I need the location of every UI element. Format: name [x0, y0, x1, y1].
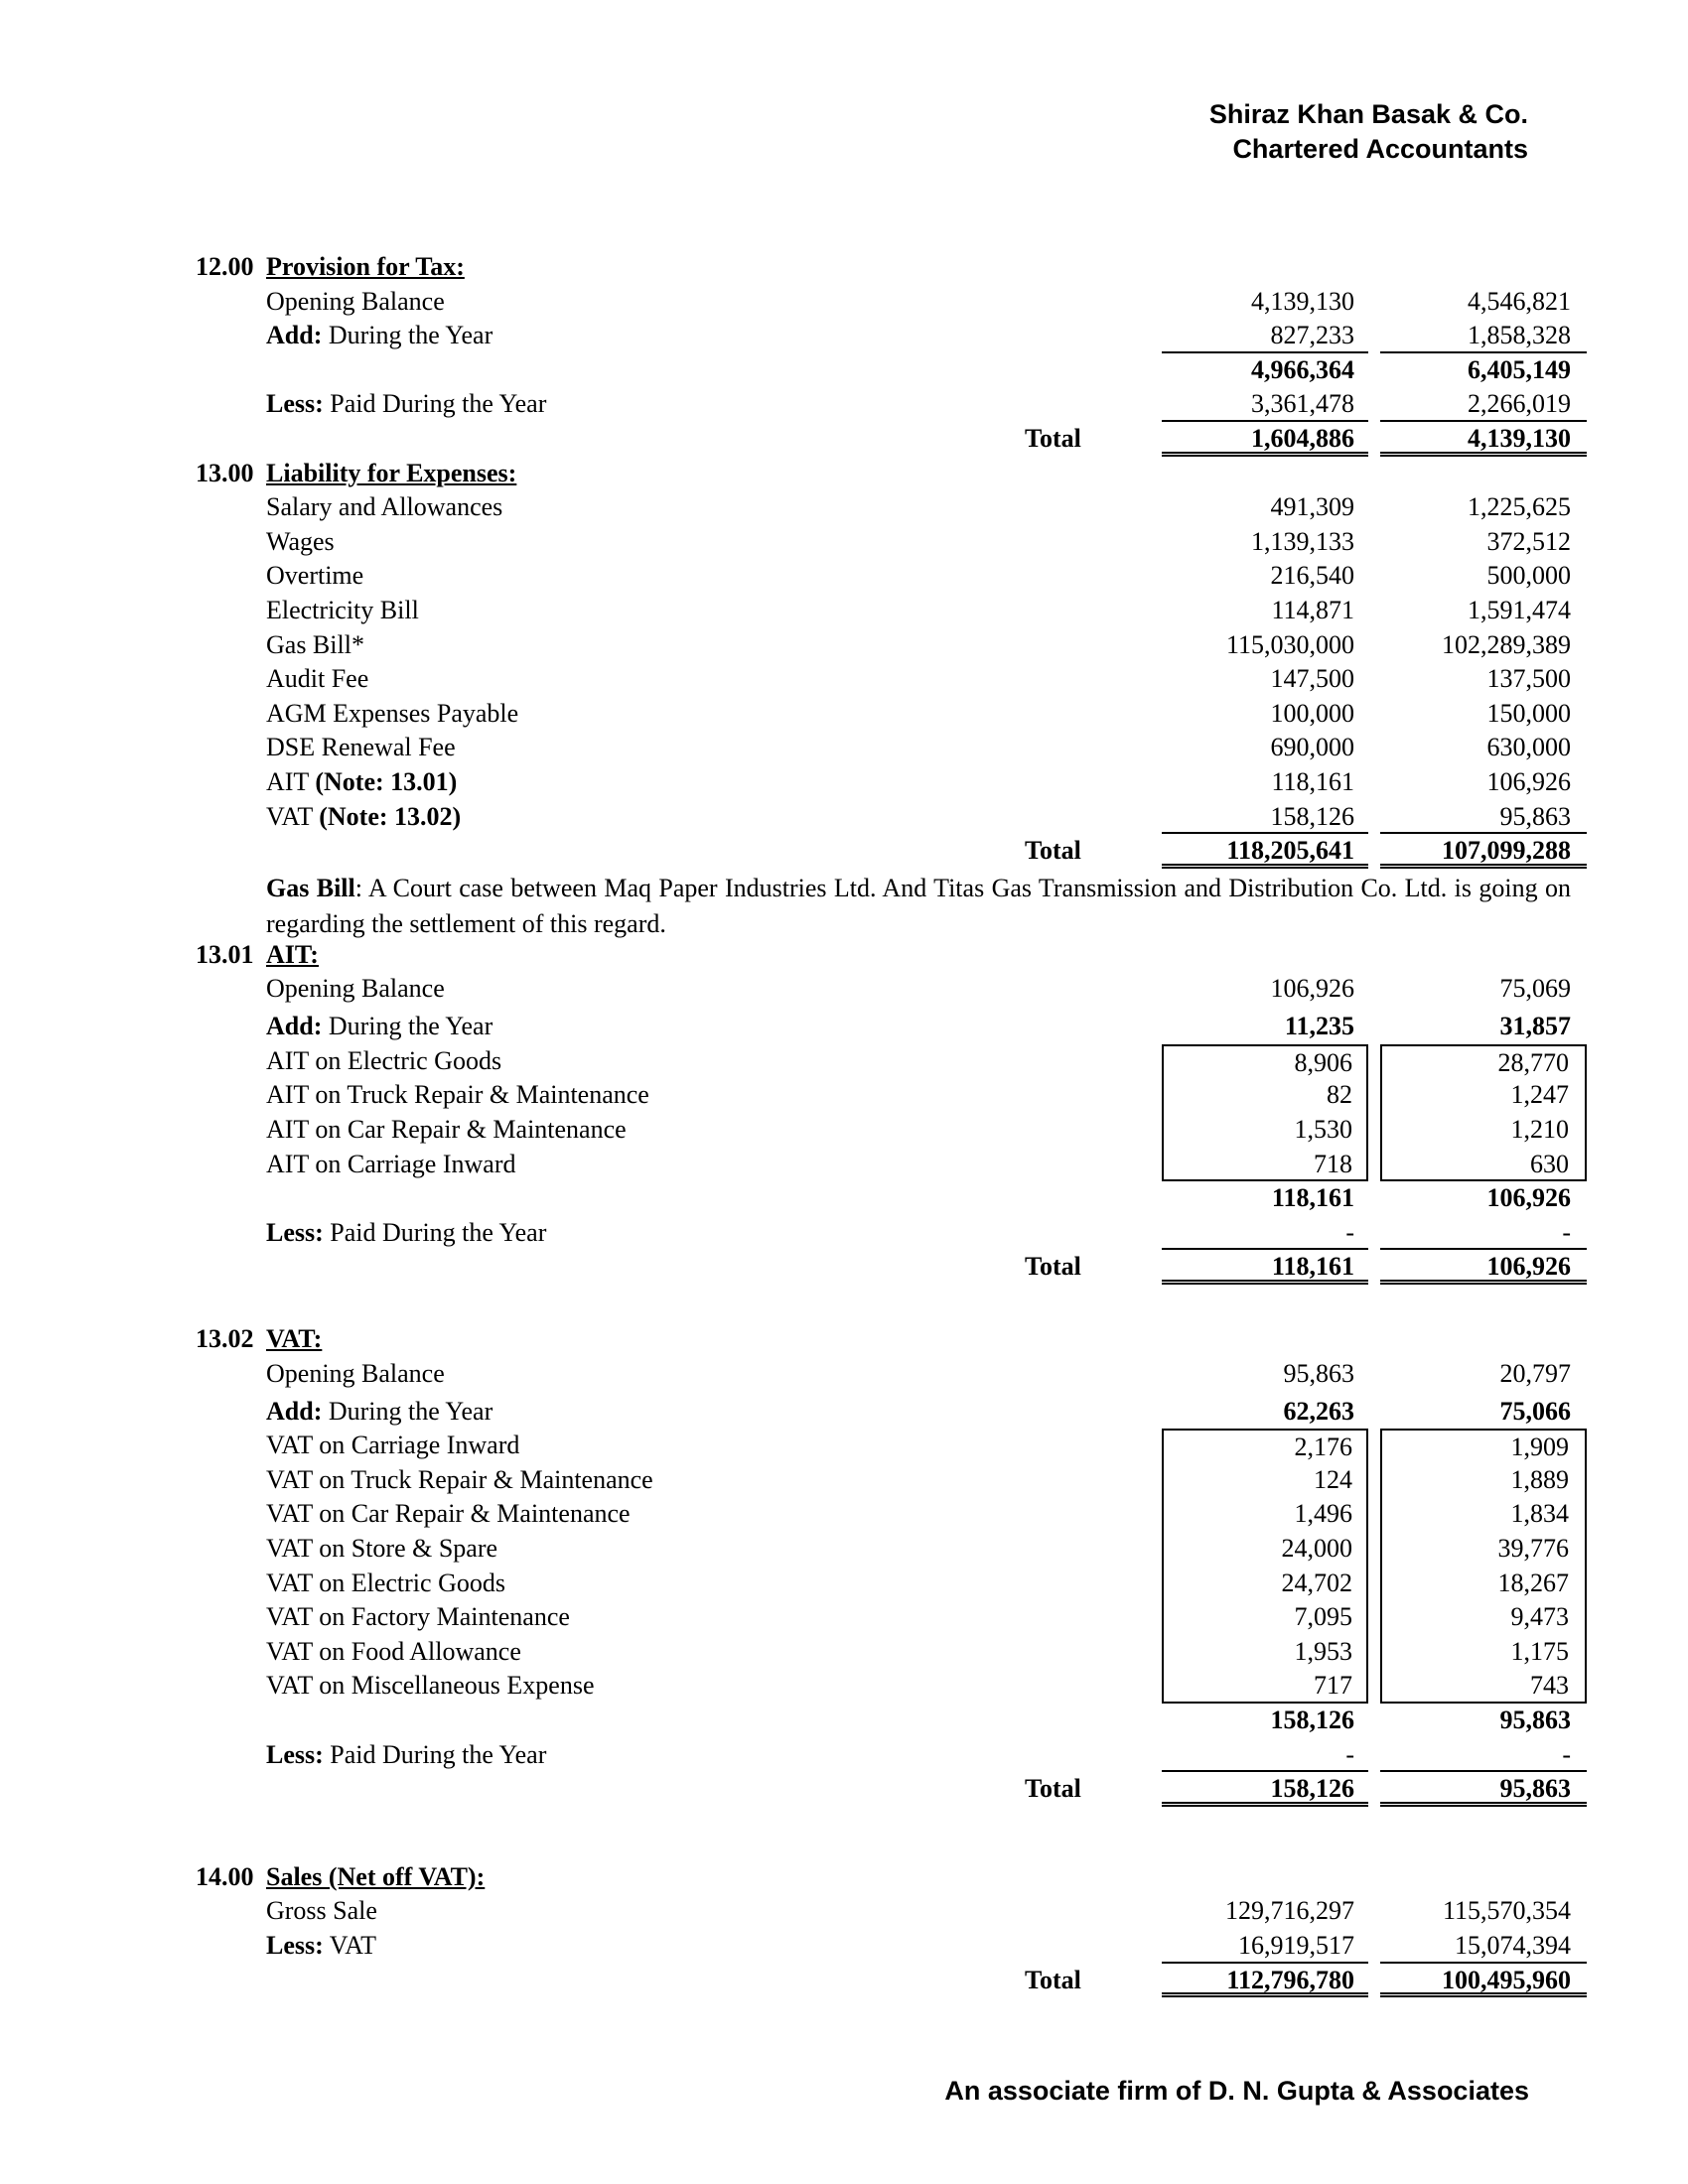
label-prefix: Less: [266, 1739, 324, 1769]
row-label [266, 767, 457, 797]
current-year-total: 1,604,886 [1162, 422, 1368, 457]
current-year-total: 158,126 [1162, 1772, 1368, 1807]
table-row [0, 559, 1688, 594]
row-label: VAT on Carriage Inward [266, 1431, 520, 1460]
row-label [266, 1740, 546, 1770]
section-heading-ait [0, 938, 1688, 973]
note-reference: (Note: 13.02) [319, 801, 462, 831]
table-row [0, 800, 1688, 835]
table-row [0, 1738, 1688, 1773]
current-year-value: 158,126 [1162, 800, 1368, 835]
table-row [0, 387, 1688, 422]
table-row [0, 1078, 1688, 1113]
row-label: Opening Balance [266, 1358, 445, 1388]
prior-year-total: 95,863 [1380, 1772, 1587, 1807]
current-year-value: 11,235 [1284, 1012, 1354, 1041]
current-year-value: 114,871 [1271, 595, 1354, 624]
section-heading-vat [0, 1322, 1688, 1357]
label-text: Paid During the Year [323, 1739, 547, 1769]
row-label: VAT on Electric Goods [266, 1568, 505, 1597]
prior-year-value: - [1380, 1738, 1587, 1773]
current-year-value: 3,361,478 [1162, 387, 1368, 422]
current-year-value: 491,309 [1270, 492, 1354, 522]
prior-year-value: 743 [1380, 1669, 1587, 1704]
current-year-total: 112,796,780 [1162, 1964, 1368, 1998]
total-label: Total [1025, 1252, 1081, 1282]
current-year-value: 100,000 [1270, 698, 1354, 728]
prior-year-value: 137,500 [1486, 664, 1571, 694]
label-text: Paid During the Year [323, 389, 547, 419]
row-label: Overtime [266, 561, 364, 591]
prior-year-value: 630 [1380, 1148, 1587, 1182]
table-row [0, 1567, 1688, 1601]
row-label: Opening Balance [266, 974, 445, 1004]
current-year-total: 118,161 [1162, 1250, 1368, 1285]
row-label: VAT on Food Allowance [266, 1636, 521, 1666]
prior-year-value: 31,857 [1499, 1012, 1571, 1041]
prior-year-value: 4,546,821 [1468, 286, 1571, 316]
current-year-value: 129,716,297 [1225, 1896, 1354, 1926]
row-label: Electricity Bill [266, 595, 419, 624]
row-label: Salary and Allowances [266, 492, 503, 522]
prior-year-value: 1,175 [1380, 1635, 1587, 1670]
table-row [0, 1010, 1688, 1044]
section-title: AIT: [266, 939, 319, 969]
gas-bill-note [0, 869, 1688, 938]
prior-year-value: 20,797 [1499, 1358, 1571, 1388]
label-prefix: Add: [266, 1012, 323, 1041]
current-year-value: 16,919,517 [1162, 1929, 1368, 1964]
current-year-value: 2,176 [1162, 1429, 1368, 1463]
table-row [0, 1429, 1688, 1463]
current-year-value: 8,906 [1162, 1044, 1368, 1079]
prior-year-subtotal: 95,863 [1499, 1705, 1571, 1734]
label-prefix: Less: [266, 1930, 324, 1960]
note-text [266, 871, 1571, 942]
table-row [0, 490, 1688, 525]
prior-year-value: 15,074,394 [1380, 1929, 1587, 1964]
table-row [0, 1148, 1688, 1182]
prior-year-total: 107,099,288 [1380, 834, 1587, 869]
total-label: Total [1025, 1774, 1081, 1804]
current-year-total: 118,205,641 [1162, 834, 1368, 869]
row-label [266, 1012, 492, 1041]
prior-year-value: 95,863 [1380, 800, 1587, 835]
section-number: 13.02 [196, 1324, 254, 1354]
current-year-subtotal: 158,126 [1270, 1705, 1354, 1734]
table-row [0, 697, 1688, 732]
label-prefix: Add: [266, 321, 323, 350]
table-row [0, 1635, 1688, 1670]
section-heading-provision-tax [0, 250, 1688, 285]
prior-year-value: 1,909 [1380, 1429, 1587, 1463]
row-label [266, 1397, 492, 1427]
prior-year-value: 106,926 [1486, 766, 1571, 796]
row-label [266, 1218, 546, 1248]
prior-year-value: 18,267 [1380, 1567, 1587, 1601]
current-year-value: 124 [1162, 1463, 1368, 1498]
prior-year-value: 1,889 [1380, 1463, 1587, 1498]
section-title: Provision for Tax: [266, 252, 465, 281]
current-year-value: 1,139,133 [1251, 526, 1354, 556]
current-year-value: 24,000 [1162, 1532, 1368, 1567]
table-row [0, 1929, 1688, 1964]
table-row [0, 285, 1688, 320]
prior-year-value: 28,770 [1380, 1044, 1587, 1079]
liability-items [0, 490, 1688, 765]
row-label: VAT on Miscellaneous Expense [266, 1671, 595, 1701]
row-label: Audit Fee [266, 664, 369, 694]
total-row [0, 1772, 1688, 1807]
total-label: Total [1025, 423, 1081, 453]
label-text: AIT [266, 766, 316, 796]
row-label: AGM Expenses Payable [266, 698, 519, 728]
table-row [0, 1395, 1688, 1430]
row-label: AIT on Truck Repair & Maintenance [266, 1080, 649, 1110]
table-row [0, 765, 1688, 800]
subtotal-row [0, 1181, 1688, 1216]
row-label: VAT on Store & Spare [266, 1534, 498, 1563]
prior-year-value: 150,000 [1486, 698, 1571, 728]
label-prefix: Add: [266, 1396, 323, 1426]
current-year-subtotal: 4,966,364 [1251, 354, 1354, 384]
total-row [0, 1964, 1688, 1998]
table-row [0, 972, 1688, 1010]
current-year-value: 115,030,000 [1225, 629, 1354, 659]
section-number: 14.00 [196, 1861, 254, 1891]
prior-year-total: 100,495,960 [1380, 1964, 1587, 1998]
current-year-value: 62,263 [1283, 1396, 1354, 1426]
label-text: During the Year [322, 1012, 493, 1041]
table-row [0, 594, 1688, 628]
firm-name: Shiraz Khan Basak & Co. [1208, 99, 1528, 129]
prior-year-value: 1,247 [1380, 1078, 1587, 1113]
prior-year-value: 630,000 [1486, 733, 1571, 762]
prior-year-value: 1,834 [1380, 1497, 1587, 1532]
current-year-value: 1,953 [1162, 1635, 1368, 1670]
current-year-subtotal: 118,161 [1271, 1183, 1354, 1213]
note-head: Gas Bill [266, 873, 355, 902]
row-label: AIT on Electric Goods [266, 1045, 502, 1075]
row-label: VAT on Truck Repair & Maintenance [266, 1464, 653, 1494]
row-label [266, 389, 546, 419]
current-year-value: 95,863 [1283, 1358, 1354, 1388]
table-row [0, 1894, 1688, 1929]
current-year-value: 118,161 [1271, 766, 1354, 796]
prior-year-value: 1,225,625 [1468, 492, 1571, 522]
prior-year-value: 9,473 [1380, 1600, 1587, 1635]
current-year-value: 827,233 [1162, 319, 1368, 353]
current-year-value: - [1162, 1738, 1368, 1773]
section-heading-sales [0, 1860, 1688, 1895]
notes-document [0, 250, 1688, 1997]
table-row [0, 1532, 1688, 1567]
prior-year-value: 372,512 [1486, 526, 1571, 556]
table-row [0, 1463, 1688, 1498]
prior-year-value: 75,066 [1499, 1396, 1571, 1426]
table-row [0, 1044, 1688, 1079]
table-row [0, 1357, 1688, 1395]
current-year-value: 718 [1162, 1148, 1368, 1182]
prior-year-subtotal: 106,926 [1486, 1183, 1571, 1213]
table-row [0, 731, 1688, 765]
section-title: Liability for Expenses: [266, 458, 517, 487]
table-row [0, 662, 1688, 697]
section-title: Sales (Net off VAT): [266, 1861, 486, 1891]
prior-year-value: 39,776 [1380, 1532, 1587, 1567]
row-label: VAT on Car Repair & Maintenance [266, 1499, 631, 1529]
prior-year-total: 106,926 [1380, 1250, 1587, 1285]
current-year-value: 1,496 [1162, 1497, 1368, 1532]
subtotal-row [0, 353, 1688, 388]
prior-year-total: 4,139,130 [1380, 422, 1587, 457]
row-label: VAT on Factory Maintenance [266, 1602, 570, 1632]
row-label [266, 1931, 376, 1961]
section-number: 12.00 [196, 252, 254, 281]
table-row [0, 319, 1688, 353]
table-row [0, 628, 1688, 663]
prior-year-value: 1,858,328 [1380, 319, 1587, 353]
prior-year-value: 102,289,389 [1442, 629, 1571, 659]
label-text: During the Year [322, 321, 493, 350]
current-year-value: 82 [1162, 1078, 1368, 1113]
row-label: Gas Bill* [266, 629, 364, 659]
total-label: Total [1025, 1965, 1081, 1994]
table-row [0, 1600, 1688, 1635]
total-label: Total [1025, 836, 1081, 866]
prior-year-value: 75,069 [1499, 974, 1571, 1004]
table-row [0, 1669, 1688, 1704]
table-row [0, 525, 1688, 560]
prior-year-value: 500,000 [1486, 561, 1571, 591]
current-year-value: 216,540 [1270, 561, 1354, 591]
label-text: VAT [266, 801, 320, 831]
firm-header [1209, 97, 1528, 167]
prior-year-value: 1,210 [1380, 1113, 1587, 1148]
spacer [0, 1807, 1688, 1860]
current-year-value: 4,139,130 [1251, 286, 1354, 316]
table-row [0, 1497, 1688, 1532]
subtotal-row [0, 1704, 1688, 1738]
note-reference: (Note: 13.01) [315, 766, 458, 796]
row-label: AIT on Carriage Inward [266, 1149, 516, 1178]
label-prefix: Less: [266, 1217, 324, 1247]
current-year-value: 24,702 [1162, 1567, 1368, 1601]
table-row [0, 1113, 1688, 1148]
prior-year-value: 2,266,019 [1380, 387, 1587, 422]
row-label: DSE Renewal Fee [266, 733, 456, 762]
label-prefix: Less: [266, 389, 324, 419]
row-label [266, 802, 461, 832]
current-year-value: 106,926 [1270, 974, 1354, 1004]
note-body: : A Court case between Maq Paper Industries Ltd. And Titas Gas Transmission and Distribution Co. Ltd. is going on regarding the settlement of this regard. [266, 873, 1571, 938]
current-year-value: 717 [1162, 1669, 1368, 1704]
current-year-value: 690,000 [1270, 733, 1354, 762]
current-year-value: - [1162, 1216, 1368, 1251]
section-title: VAT: [266, 1324, 323, 1354]
total-row [0, 422, 1688, 457]
row-label: AIT on Car Repair & Maintenance [266, 1115, 627, 1145]
table-row [0, 1216, 1688, 1251]
current-year-value: 7,095 [1162, 1600, 1368, 1635]
spacer [0, 1285, 1688, 1322]
current-year-value: 1,530 [1162, 1113, 1368, 1148]
total-row [0, 1250, 1688, 1285]
total-row [0, 834, 1688, 869]
prior-year-value: 115,570,354 [1442, 1896, 1571, 1926]
row-label: Gross Sale [266, 1896, 377, 1926]
firm-type: Chartered Accountants [1232, 134, 1528, 164]
label-text: During the Year [322, 1396, 493, 1426]
current-year-value: 147,500 [1270, 664, 1354, 694]
footer-text: An associate firm of D. N. Gupta & Associates [944, 2076, 1529, 2106]
row-label [266, 321, 492, 350]
prior-year-value: - [1380, 1216, 1587, 1251]
section-number: 13.00 [196, 458, 254, 487]
label-text: VAT [323, 1930, 377, 1960]
prior-year-subtotal: 6,405,149 [1468, 354, 1571, 384]
row-label: Wages [266, 526, 335, 556]
section-number: 13.01 [196, 939, 254, 969]
prior-year-value: 1,591,474 [1468, 595, 1571, 624]
row-label: Opening Balance [266, 286, 445, 316]
label-text: Paid During the Year [323, 1217, 547, 1247]
section-heading-liability [0, 457, 1688, 491]
